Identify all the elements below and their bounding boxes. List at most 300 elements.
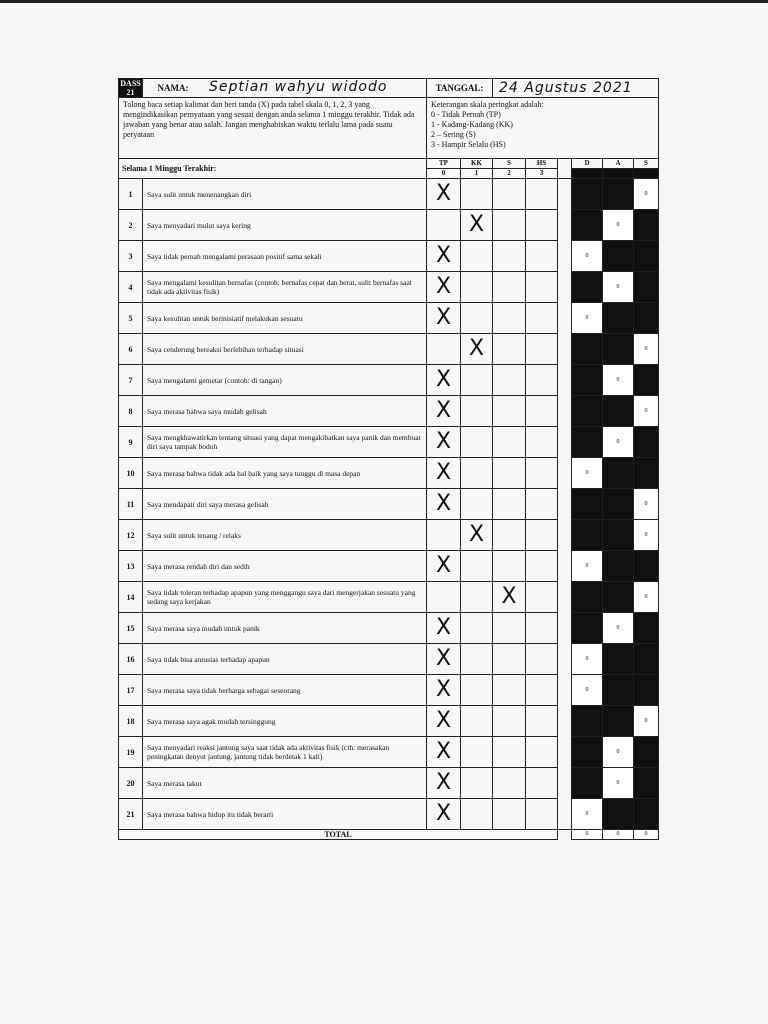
answer-mark: X — [501, 584, 517, 609]
answer-mark: X — [435, 801, 452, 826]
spacer — [558, 210, 572, 241]
total-label: TOTAL — [119, 830, 558, 840]
answer-cell[interactable] — [461, 458, 493, 489]
spacer — [558, 159, 572, 179]
score-cell-blocked — [603, 644, 634, 675]
answer-cell[interactable] — [461, 365, 493, 396]
answer-cell[interactable] — [493, 303, 526, 334]
answer-cell[interactable] — [493, 458, 526, 489]
answer-cell[interactable] — [461, 582, 493, 613]
answer-cell[interactable] — [461, 706, 493, 737]
answer-cell[interactable] — [461, 675, 493, 706]
score-cell-blocked — [634, 613, 659, 644]
score-cell-blocked — [634, 737, 659, 768]
answer-cell[interactable] — [493, 675, 526, 706]
score-cell — [634, 334, 659, 365]
answer-cell[interactable] — [461, 520, 493, 551]
answer-cell[interactable] — [461, 396, 493, 427]
score-cell-blocked — [572, 737, 603, 768]
spacer — [558, 675, 572, 706]
score-cell-blocked — [634, 551, 659, 582]
answer-cell[interactable] — [427, 334, 461, 365]
score-cell — [572, 675, 603, 706]
spacer — [558, 520, 572, 551]
answer-cell[interactable] — [526, 613, 558, 644]
score-value: 0 — [644, 407, 648, 414]
question-number: 2 — [119, 210, 143, 241]
question-number: 16 — [119, 644, 143, 675]
answer-cell[interactable] — [427, 179, 461, 210]
answer-cell[interactable] — [526, 489, 558, 520]
score-cell-blocked — [603, 396, 634, 427]
answer-cell[interactable] — [493, 334, 526, 365]
question-number: 12 — [119, 520, 143, 551]
spacer — [558, 768, 572, 799]
answer-cell[interactable] — [461, 334, 493, 365]
answer-cell[interactable] — [427, 799, 461, 830]
scale-value: 2 — [493, 169, 526, 179]
header-row — [119, 79, 659, 98]
answer-cell[interactable] — [461, 179, 493, 210]
answer-cell[interactable] — [493, 365, 526, 396]
question-text: Saya merasa bahwa saya mudah gelisah — [143, 396, 427, 427]
question-number: 20 — [119, 768, 143, 799]
score-cell — [634, 489, 659, 520]
score-cell — [603, 613, 634, 644]
answer-cell[interactable] — [493, 582, 526, 613]
score-cell-blocked — [603, 799, 634, 830]
score-cell-blocked — [572, 272, 603, 303]
question-text: Saya mendapati diri saya merasa gelisah — [143, 489, 427, 520]
col-header-s: S — [493, 159, 526, 169]
score-value: 0 — [644, 593, 648, 600]
question-number: 8 — [119, 396, 143, 427]
score-cell — [634, 396, 659, 427]
score-cell-blocked — [634, 644, 659, 675]
answer-mark: X — [435, 398, 452, 423]
spacer — [558, 427, 572, 458]
score-cell — [634, 582, 659, 613]
answer-cell[interactable] — [493, 737, 526, 768]
answer-cell[interactable] — [427, 706, 461, 737]
answer-cell[interactable] — [526, 675, 558, 706]
answer-cell[interactable] — [461, 799, 493, 830]
answer-cell[interactable] — [427, 613, 461, 644]
question-row — [119, 365, 659, 396]
score-cell — [572, 551, 603, 582]
answer-cell[interactable] — [526, 334, 558, 365]
answer-cell[interactable] — [493, 520, 526, 551]
answer-cell[interactable] — [461, 551, 493, 582]
answer-mark: X — [435, 367, 452, 392]
score-cell-blocked — [572, 768, 603, 799]
dass21-form — [118, 78, 658, 840]
spacer — [558, 272, 572, 303]
total-row — [119, 830, 659, 840]
answer-cell[interactable] — [526, 582, 558, 613]
answer-cell[interactable] — [461, 768, 493, 799]
question-text: Saya merasa saya tidak berharga sebagai seseorang — [143, 675, 427, 706]
answer-cell[interactable] — [526, 644, 558, 675]
score-cell — [572, 644, 603, 675]
question-text: Saya merasa rendah diri dan sedih — [143, 551, 427, 582]
answer-cell[interactable] — [427, 210, 461, 241]
answer-mark: X — [435, 491, 452, 516]
answer-cell[interactable] — [526, 179, 558, 210]
answer-cell[interactable] — [461, 241, 493, 272]
answer-cell[interactable] — [461, 427, 493, 458]
question-number: 18 — [119, 706, 143, 737]
name-value: Septian wahyu widodo — [209, 79, 388, 95]
answer-cell[interactable] — [493, 272, 526, 303]
date-label: TANGGAL: — [427, 79, 493, 98]
answer-cell[interactable] — [526, 737, 558, 768]
score-cell — [634, 520, 659, 551]
answer-cell[interactable] — [427, 365, 461, 396]
score-cell-blocked — [634, 458, 659, 489]
answer-cell[interactable] — [526, 458, 558, 489]
answer-mark: X — [468, 212, 485, 237]
question-text: Saya merasa takut — [143, 768, 427, 799]
score-cell-blocked — [603, 551, 634, 582]
spacer — [558, 303, 572, 334]
answer-cell[interactable] — [493, 644, 526, 675]
answer-mark: X — [435, 646, 452, 671]
spacer — [558, 489, 572, 520]
spacer — [558, 334, 572, 365]
spacer — [558, 737, 572, 768]
answer-mark: X — [468, 522, 485, 547]
scale-legend — [427, 98, 659, 159]
answer-cell[interactable] — [526, 303, 558, 334]
col-header-d: D — [572, 159, 603, 169]
score-value: 0 — [616, 624, 620, 631]
answer-cell[interactable] — [493, 427, 526, 458]
answer-cell[interactable] — [427, 489, 461, 520]
question-number: 14 — [119, 582, 143, 613]
score-cell-blocked — [603, 675, 634, 706]
question-text: Saya sulit untuk tenang / relaks — [143, 520, 427, 551]
score-cell-blocked — [603, 334, 634, 365]
question-number: 7 — [119, 365, 143, 396]
answer-cell[interactable] — [493, 799, 526, 830]
column-header-row — [119, 159, 659, 169]
instruction-row — [119, 98, 659, 159]
score-cell-blocked — [572, 179, 603, 210]
question-row — [119, 799, 659, 830]
score-value: 0 — [585, 562, 589, 569]
question-row — [119, 272, 659, 303]
question-number: 11 — [119, 489, 143, 520]
answer-cell[interactable] — [493, 179, 526, 210]
question-text: Saya tidak pernah mengalami perasaan positif sama sekali — [143, 241, 427, 272]
dass21-table — [118, 78, 659, 840]
score-cell-blocked — [634, 241, 659, 272]
name-cell — [143, 79, 427, 98]
spacer — [558, 365, 572, 396]
scale-value: 0 — [427, 169, 461, 179]
answer-cell[interactable] — [526, 551, 558, 582]
score-cell-blocked — [634, 210, 659, 241]
answer-cell[interactable] — [526, 396, 558, 427]
answer-cell[interactable] — [461, 210, 493, 241]
score-cell-blocked — [603, 241, 634, 272]
question-number: 15 — [119, 613, 143, 644]
question-row — [119, 427, 659, 458]
answer-cell[interactable] — [526, 210, 558, 241]
question-row — [119, 303, 659, 334]
answer-cell[interactable] — [461, 303, 493, 334]
score-value: 0 — [616, 376, 620, 383]
answer-cell[interactable] — [526, 272, 558, 303]
answer-cell[interactable] — [526, 365, 558, 396]
scale-legend-item: 2 – Sering (S) — [431, 130, 476, 139]
question-text: Saya merasa saya mudah untuk panik — [143, 613, 427, 644]
spacer — [558, 644, 572, 675]
score-cell-blocked — [572, 520, 603, 551]
form-code: DASS 21 — [120, 79, 141, 97]
name-label: NAMA: — [157, 83, 189, 93]
answer-cell[interactable] — [427, 272, 461, 303]
score-cell-blocked — [634, 675, 659, 706]
spacer — [558, 582, 572, 613]
answer-cell[interactable] — [526, 768, 558, 799]
question-row — [119, 520, 659, 551]
answer-mark: X — [435, 429, 452, 454]
score-cell — [603, 210, 634, 241]
question-row — [119, 551, 659, 582]
answer-cell[interactable] — [461, 737, 493, 768]
answer-mark: X — [435, 677, 452, 702]
score-cell-blocked — [634, 768, 659, 799]
question-number: 10 — [119, 458, 143, 489]
spacer — [558, 241, 572, 272]
score-value: 0 — [585, 655, 589, 662]
answer-cell[interactable] — [461, 272, 493, 303]
score-cell-blocked — [603, 706, 634, 737]
score-cell — [634, 706, 659, 737]
score-cell-blocked — [603, 582, 634, 613]
col-header-kk: KK — [461, 159, 493, 169]
question-text: Saya merasa bahwa tidak ada hal baik yang saya tunggu di masa depan — [143, 458, 427, 489]
score-cell — [634, 179, 659, 210]
score-cell — [572, 458, 603, 489]
question-number: 21 — [119, 799, 143, 830]
question-text: Saya menyadari mulut saya kering — [143, 210, 427, 241]
score-cell-blocked — [603, 179, 634, 210]
question-row — [119, 613, 659, 644]
answer-cell[interactable] — [493, 489, 526, 520]
score-value: 0 — [585, 469, 589, 476]
score-value: 0 — [616, 779, 620, 786]
question-row — [119, 768, 659, 799]
score-cell — [603, 768, 634, 799]
question-row — [119, 489, 659, 520]
spacer — [558, 458, 572, 489]
answer-cell[interactable] — [427, 768, 461, 799]
spacer — [558, 830, 572, 840]
question-row — [119, 334, 659, 365]
spacer — [558, 799, 572, 830]
col-header-a: A — [603, 159, 634, 169]
question-number: 4 — [119, 272, 143, 303]
score-cell — [603, 365, 634, 396]
question-row — [119, 458, 659, 489]
score-cell-blocked — [572, 396, 603, 427]
answer-cell[interactable] — [526, 706, 558, 737]
answer-mark: X — [435, 770, 452, 795]
answer-cell[interactable] — [493, 551, 526, 582]
question-text: Saya kesulitan untuk berinisiatif melakukan sesuatu — [143, 303, 427, 334]
score-value: 0 — [616, 221, 620, 228]
total-a: 0 — [603, 830, 634, 840]
score-value: 0 — [616, 748, 620, 755]
question-number: 17 — [119, 675, 143, 706]
question-row — [119, 737, 659, 768]
answer-cell[interactable] — [427, 458, 461, 489]
score-value: 0 — [644, 531, 648, 538]
scale-value: 3 — [526, 169, 558, 179]
score-cell-blocked — [634, 303, 659, 334]
score-cell — [572, 241, 603, 272]
score-value: 0 — [616, 283, 620, 290]
scale-legend-title: Keterangan skala peringkat adalah: — [431, 100, 544, 109]
date-value: 24 Agustus 2021 — [493, 79, 659, 98]
score-value: 0 — [585, 686, 589, 693]
answer-cell[interactable] — [427, 551, 461, 582]
question-number: 19 — [119, 737, 143, 768]
total-s: 0 — [634, 830, 659, 840]
score-value: 0 — [644, 717, 648, 724]
answer-mark: X — [468, 336, 485, 361]
answer-mark: X — [435, 553, 452, 578]
score-value: 0 — [585, 252, 589, 259]
score-cell-blocked — [603, 520, 634, 551]
spacer — [558, 551, 572, 582]
question-row — [119, 675, 659, 706]
score-header-fill — [603, 169, 634, 179]
question-text: Saya menyadari reaksi jantung saya saat tidak ada aktivitas fisik (cth: merasakan peningkatan denyut jantung, jantung tidak berdetak 1 kali) — [143, 737, 427, 768]
question-row — [119, 241, 659, 272]
question-rows — [119, 179, 659, 830]
answer-cell[interactable] — [427, 582, 461, 613]
instructions-text: Tolong baca setiap kalimat dan beri tanda (X) pada tabel skala 0, 1, 2, 3 yang mengindikasikan pernyataan yang sesuai dengan anda selama 1 minggu terakhir. Tidak ada jawaban yang benar atau salah. Jangan menghabiskan waktu terlalu lama pada suatu peryataan — [119, 98, 427, 159]
score-cell-blocked — [572, 210, 603, 241]
answer-cell[interactable] — [493, 768, 526, 799]
answer-cell[interactable] — [427, 644, 461, 675]
score-cell-blocked — [634, 272, 659, 303]
score-cell-blocked — [572, 334, 603, 365]
question-row — [119, 644, 659, 675]
total-d: 0 — [572, 830, 603, 840]
answer-cell[interactable] — [526, 427, 558, 458]
question-number: 9 — [119, 427, 143, 458]
answer-cell[interactable] — [493, 706, 526, 737]
score-cell — [572, 303, 603, 334]
score-header-fill — [634, 169, 659, 179]
answer-cell[interactable] — [526, 799, 558, 830]
answer-mark: X — [435, 615, 452, 640]
score-cell — [603, 272, 634, 303]
score-cell-blocked — [634, 427, 659, 458]
answer-cell[interactable] — [427, 520, 461, 551]
score-cell — [603, 427, 634, 458]
score-cell-blocked — [572, 613, 603, 644]
col-header-s2: S — [634, 159, 659, 169]
answer-cell[interactable] — [427, 737, 461, 768]
answer-cell[interactable] — [427, 396, 461, 427]
score-cell-blocked — [572, 489, 603, 520]
question-number: 1 — [119, 179, 143, 210]
answer-cell[interactable] — [427, 303, 461, 334]
score-cell-blocked — [572, 365, 603, 396]
score-cell-blocked — [603, 489, 634, 520]
question-number: 3 — [119, 241, 143, 272]
question-text: Saya mengalami kesulitan bernafas (contoh: bernafas cepat dan berat, sulit bernafas saat tidak ada aktivitas fisik) — [143, 272, 427, 303]
score-cell-blocked — [572, 427, 603, 458]
question-text: Saya mengalami gemetar (contoh: di tangan) — [143, 365, 427, 396]
question-row — [119, 582, 659, 613]
question-text: Saya merasa saya agak mudah tersinggung — [143, 706, 427, 737]
answer-cell[interactable] — [461, 613, 493, 644]
question-text: Saya sulit untuk menenangkan diri — [143, 179, 427, 210]
question-row — [119, 706, 659, 737]
answer-cell[interactable] — [427, 241, 461, 272]
answer-cell[interactable] — [427, 675, 461, 706]
score-header-fill — [572, 169, 603, 179]
answer-mark: X — [435, 305, 452, 330]
answer-mark: X — [435, 181, 452, 206]
score-value: 0 — [616, 438, 620, 445]
period-label: Selama 1 Minggu Terakhir: — [119, 159, 427, 179]
score-cell-blocked — [572, 582, 603, 613]
question-text: Saya cenderung bereaksi berlebihan terhadap situasi — [143, 334, 427, 365]
answer-cell[interactable] — [461, 489, 493, 520]
scale-value: 1 — [461, 169, 493, 179]
score-value: 0 — [644, 190, 648, 197]
score-value: 0 — [585, 314, 589, 321]
spacer — [558, 396, 572, 427]
score-value: 0 — [585, 810, 589, 817]
answer-cell[interactable] — [493, 396, 526, 427]
scale-legend-item: 1 - Kadang-Kadang (KK) — [431, 120, 513, 129]
answer-mark: X — [435, 243, 452, 268]
answer-cell[interactable] — [427, 427, 461, 458]
scale-legend-item: 0 - Tidak Pernah (TP) — [431, 110, 501, 119]
col-header-tp: TP — [427, 159, 461, 169]
question-text: Saya tidak toleran terhadap apapun yang menggangu saya dari mengerjakan sesuatu yang sedang saya kerjakan — [143, 582, 427, 613]
question-number: 13 — [119, 551, 143, 582]
score-cell-blocked — [634, 365, 659, 396]
question-row — [119, 179, 659, 210]
question-text: Saya mengkhawatirkan tentang situasi yang dapat mengakibatkan saya panik dan membuat diri saya tampak bodoh — [143, 427, 427, 458]
spacer — [558, 179, 572, 210]
answer-cell[interactable] — [493, 613, 526, 644]
score-value: 0 — [644, 500, 648, 507]
spacer — [558, 706, 572, 737]
answer-mark: X — [435, 708, 452, 733]
answer-cell[interactable] — [526, 241, 558, 272]
answer-cell[interactable] — [526, 520, 558, 551]
question-row — [119, 396, 659, 427]
answer-cell[interactable] — [493, 241, 526, 272]
answer-cell[interactable] — [493, 210, 526, 241]
question-text: Saya merasa bahwa hidup itu tidak berarti — [143, 799, 427, 830]
answer-cell[interactable] — [461, 644, 493, 675]
score-cell — [603, 737, 634, 768]
answer-mark: X — [435, 460, 452, 485]
question-number: 5 — [119, 303, 143, 334]
